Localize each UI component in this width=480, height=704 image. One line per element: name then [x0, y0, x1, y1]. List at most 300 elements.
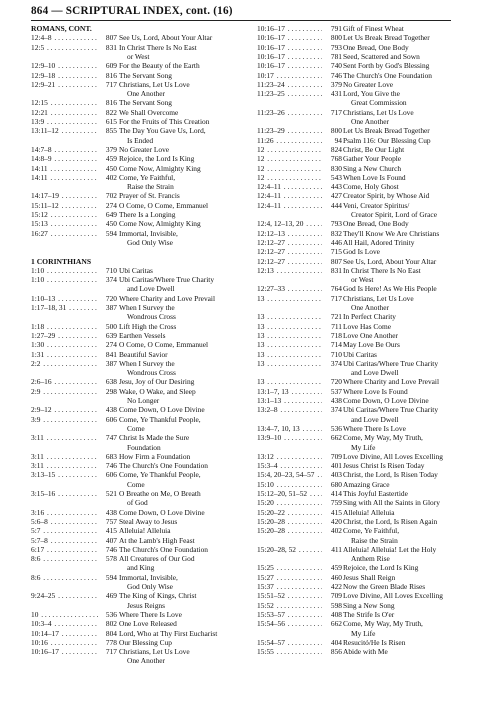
hymn-title: When I Survey the [119, 303, 175, 312]
hymn-number: 710 [322, 350, 342, 359]
hymn-title-continuation: of God [127, 498, 148, 508]
scripture-reference-text: 15:12 [31, 210, 48, 219]
hymn-title: Come, Ye Thankful People, [119, 470, 201, 480]
scripture-reference-text: 13 [257, 312, 265, 322]
scripture-reference-text: 5:7–8 [31, 535, 48, 545]
scripture-reference-text: 13 [257, 377, 265, 387]
hymn-number: 415 [98, 526, 117, 535]
hymn-title: Rejoice, the Lord Is King [119, 154, 195, 164]
hymn-number: 800 [322, 33, 342, 42]
scripture-reference-text: 16:27 [31, 228, 48, 238]
hymn-number: 638 [98, 377, 117, 386]
hymn-title-continuation: Foundation [127, 442, 161, 452]
hymn-title: Christ, the Lord, Is Risen Again [343, 516, 438, 526]
hymn-title: One Bread, One Body [343, 42, 409, 52]
hymn-number: 536 [98, 610, 117, 619]
scripture-reference-text: 1:30 [31, 340, 45, 350]
hymn-title: For the Beauty of the Earth [119, 61, 200, 71]
hymn-number: 824 [322, 145, 342, 154]
section-heading: 1 CORINTHIANS [31, 256, 92, 266]
hymn-number: 443 [322, 182, 342, 191]
hymn-title-continuation: Wondrous Cross [127, 312, 176, 322]
hymn-title: Come, My Way, My Truth, [343, 619, 423, 629]
hymn-number: 387 [98, 359, 117, 368]
hymn-number: 856 [322, 647, 342, 656]
hymn-title-continuation: and Love Dwell [127, 284, 175, 294]
scripture-reference-text: 11:23–29 [257, 126, 285, 136]
hymn-number: 298 [98, 387, 117, 396]
scripture-reference-text: 10:16 [31, 637, 48, 647]
scripture-reference-text: 11:23–25 [257, 89, 285, 99]
hymn-number: 422 [322, 582, 342, 591]
scripture-reference-text: 12:4–11 [257, 191, 281, 201]
hymn-title: Ubi Caritas [119, 265, 153, 275]
hymn-number: 702 [98, 191, 117, 200]
hymn-number: 450 [98, 219, 117, 228]
scripture-reference-text: 12 [257, 163, 265, 173]
hymn-title: Let Us Break Bread Together [343, 33, 430, 43]
scripture-reference-text: 12 [257, 144, 265, 154]
hymn-number: 791 [322, 24, 342, 33]
hymn-title-continuation: God Only Wise [127, 237, 173, 247]
hymn-title: Immortal, Invisible, [119, 228, 178, 238]
hymn-title: One Bread, One Body [343, 219, 409, 229]
hymn-number: 721 [322, 312, 342, 321]
scripture-reference-text: 3:11 [31, 461, 44, 471]
hymn-title: Come, Ye Thankful People, [119, 414, 201, 424]
hymn-number: 379 [322, 80, 342, 89]
scripture-reference-text: 12:9–18 [31, 70, 56, 80]
scripture-reference-text: 10 [31, 609, 39, 619]
hymn-number: 609 [98, 61, 117, 70]
scripture-reference-text: 11:26 [257, 135, 274, 145]
hymn-title-continuation: Great Commission [351, 98, 407, 108]
scripture-reference-text: 10:16–17 [257, 61, 285, 71]
scripture-reference-text: 15:54–57 [257, 637, 285, 647]
hymn-number: 757 [98, 517, 117, 526]
hymn-number: 717 [98, 647, 117, 656]
hymn-number: 720 [322, 377, 342, 386]
scripture-reference-text: 10:16–17 [257, 42, 285, 52]
hymn-title: The Servant Song [119, 70, 172, 80]
scripture-reference-text: 9:24–25 [31, 591, 56, 601]
scripture-reference-text: 11:23–26 [257, 107, 285, 117]
scripture-reference-text: 13 [257, 330, 265, 340]
hymn-title: This Joyful Eastertide [343, 489, 408, 498]
hymn-title-continuation: Come [127, 423, 145, 433]
hymn-number: 459 [322, 563, 342, 572]
scripture-reference-text: 13 [257, 340, 265, 350]
scripture-reference-text: 14:17–19 [31, 191, 59, 201]
hymn-number: 832 [322, 229, 342, 238]
scripture-reference-text: 13:11–12 [31, 126, 59, 136]
scripture-reference-text: 2:6–16 [31, 377, 52, 387]
hymn-number: 460 [322, 573, 342, 582]
hymn-number: 274 [98, 201, 117, 210]
hymn-number: 408 [322, 610, 342, 619]
hymn-number: 446 [322, 238, 342, 247]
hymn-number: 711 [322, 322, 342, 331]
scripture-reference-text: 13 [257, 321, 265, 331]
scripture-reference-text: 2:9–12 [31, 405, 52, 415]
scripture-reference-text: 10:17 [257, 70, 274, 80]
hymn-number: 768 [322, 154, 342, 163]
hymn-title: When I Survey the [119, 358, 175, 368]
scripture-reference-text: 13:9–10 [257, 433, 282, 443]
hymn-number: 537 [322, 387, 342, 396]
hymn-number: 830 [322, 164, 342, 173]
section-heading: ROMANS, CONT. [31, 24, 92, 33]
hymn-title-continuation: Raise the Strain [127, 182, 174, 192]
scripture-reference-text: 12:5 [31, 42, 45, 52]
hymn-number: 431 [322, 89, 342, 98]
hymn-number: 841 [98, 350, 117, 359]
hymn-number: 521 [98, 489, 117, 498]
hymn-title-continuation: Creator Spirit, Lord of Grace [351, 210, 437, 219]
hymn-title: Our Blessing Cup [119, 637, 172, 647]
scripture-reference-text: 12:12–13 [257, 228, 285, 238]
scripture-reference-text: 8:6 [31, 554, 41, 564]
hymn-number: 543 [322, 173, 342, 182]
hymn-title: Christians, Let Us Love [343, 107, 414, 117]
hymn-number: 831 [98, 43, 117, 52]
hymn-title: Lord, You Give the [343, 89, 400, 99]
scripture-reference-text: 15:20 [257, 498, 274, 508]
hymn-title-continuation: and Love Dwell [351, 414, 399, 424]
scripture-reference-text: 3:9 [31, 414, 41, 424]
scripture-reference-text: 12:4–8 [31, 33, 52, 43]
hymn-title-continuation: Raise the Strain [351, 535, 398, 545]
hymn-title: Come, Ye Faithful, [343, 526, 400, 536]
scripture-reference-text: 10:16–17 [31, 647, 59, 657]
hymn-number: 402 [98, 173, 117, 182]
hymn-number: 639 [98, 331, 117, 340]
scripture-reference-text: 15:10 [257, 479, 274, 489]
hymn-title: Ubi Caritas/Where True Charity [119, 275, 215, 285]
scripture-reference-text: 2:2 [31, 358, 41, 368]
hymn-title: Sing a New Song [343, 600, 395, 610]
hymn-number: 387 [98, 303, 117, 312]
hymn-title: May Love Be Ours [343, 340, 400, 350]
scripture-reference-text: 1:18 [31, 321, 45, 331]
hymn-title: Sent Forth by God's Blessing [343, 61, 430, 71]
hymn-title: Come Down, O Love Divine [119, 507, 205, 517]
hymn-title-continuation: Jesus Reigns [127, 600, 165, 610]
hymn-number: 680 [322, 480, 342, 489]
hymn-title-continuation: Anthem Rise [351, 554, 390, 564]
hymn-number: 438 [98, 508, 117, 517]
hymn-title: One Love Released [119, 619, 177, 629]
hymn-number: 536 [322, 424, 342, 433]
hymn-title: No Greater Love [119, 144, 170, 154]
scripture-reference-text: 12:21 [31, 107, 48, 117]
scripture-reference-text: 12:27–33 [257, 284, 285, 294]
hymn-title: Christians, Let Us Love [119, 79, 190, 89]
hymn-number: 816 [98, 71, 117, 80]
hymn-title: Come, Holy Ghost [343, 182, 399, 192]
hymn-number: 594 [98, 229, 117, 238]
hymn-title: There Is a Longing [119, 210, 176, 219]
hymn-title: Love Divine, All Loves Excelling [343, 451, 443, 461]
hymn-title-continuation: Come [127, 479, 145, 489]
scripture-reference-text: 15:53–57 [257, 609, 285, 619]
hymn-title: The Church's One Foundation [119, 461, 208, 471]
scripture-reference-text: 1:31 [31, 349, 45, 359]
hymn-title: The King of Kings, Christ [119, 591, 197, 601]
hymn-title: Come Now, Almighty King [119, 163, 201, 173]
scripture-reference-text: 13:2–8 [257, 405, 278, 415]
hymn-title: Let Us Break Bread Together [343, 126, 430, 136]
hymn-title-continuation: God Only Wise [127, 582, 173, 591]
hymn-title: See Us, Lord, About Your Altar [119, 33, 213, 43]
hymn-number: 649 [98, 210, 117, 219]
scripture-reference-text: 13:9 [31, 117, 45, 126]
scripture-reference-text: 12:12–27 [257, 237, 285, 247]
scripture-reference-text: 13 [257, 349, 265, 359]
hymn-number: 746 [98, 461, 117, 470]
scripture-reference-text: 12:4–11 [257, 200, 281, 210]
hymn-number: 855 [98, 126, 117, 135]
hymn-title: Alleluia! Alleluia [343, 507, 395, 517]
hymn-number: 427 [322, 191, 342, 200]
hymn-number: 662 [322, 433, 342, 442]
hymn-number: 807 [98, 33, 117, 42]
page-header: 864 — SCRIPTURAL INDEX, cont. (16) [31, 5, 233, 17]
hymn-number: 800 [322, 126, 342, 135]
hymn-title: O Come, O Come, Emmanuel [119, 200, 209, 210]
hymn-title: At the Lamb's High Feast [119, 535, 195, 545]
hymn-title: Resucitó/He Is Risen [343, 637, 406, 647]
scripture-reference-text: 5:7 [31, 526, 41, 536]
hymn-number: 718 [322, 331, 342, 340]
hymn-title: Sing a New Church [343, 163, 402, 173]
hymn-title: Christians, Let Us Love [119, 647, 190, 657]
hymn-title: Wake, O Wake, and Sleep [119, 386, 196, 396]
hymn-title: Where There Is Love [343, 423, 406, 433]
hymn-title: Christians, Let Us Love [343, 293, 414, 303]
scripture-reference-text: 15:20–28 [257, 516, 285, 526]
hymn-number: 804 [98, 629, 117, 638]
scripture-reference-text: 15:4, 20–23, 54–57 [257, 470, 315, 480]
hymn-title-continuation: Wondrous Cross [127, 368, 176, 378]
hymn-title: Psalm 116: Our Blessing Cup [343, 135, 431, 145]
scripture-reference-text: 12 [257, 154, 265, 164]
hymn-title: God Is Love [343, 247, 380, 257]
scripture-reference-text: 14:11 [31, 172, 48, 182]
hymn-title: O Come, O Come, Emmanuel [119, 340, 209, 350]
scripture-reference-text: 2:9 [31, 386, 41, 396]
hymn-number: 720 [98, 294, 117, 303]
hymn-number: 816 [98, 98, 117, 107]
hymn-title-continuation: One Another [351, 303, 389, 312]
scripture-reference-text: 1:27–29 [31, 330, 56, 340]
scripture-reference-text: 3:11 [31, 451, 44, 461]
hymn-title: See Us, Lord, About Your Altar [343, 256, 437, 266]
hymn-number: 415 [322, 508, 342, 517]
scripture-reference-text: 15:54–56 [257, 619, 285, 629]
hymn-number: 714 [322, 340, 342, 349]
hymn-title: We Shall Overcome [119, 107, 179, 117]
hymn-title: God Is Here! As We His People [343, 284, 437, 294]
hymn-number: 578 [98, 554, 117, 563]
scripture-reference-text: 12:12–27 [257, 247, 285, 257]
hymn-title-continuation: and King [127, 563, 155, 573]
hymn-number: 403 [322, 470, 342, 479]
hymn-number: 274 [98, 340, 117, 349]
hymn-title: Ubi Caritas/Where True Charity [343, 358, 439, 368]
hymn-title: The Strife Is O'er [343, 609, 395, 619]
hymn-number: 459 [98, 154, 117, 163]
hymn-title-continuation: One Another [127, 656, 165, 666]
hymn-title: Seed, Scattered and Sown [343, 51, 420, 61]
hymn-title-continuation: or West [127, 51, 150, 61]
hymn-number: 404 [322, 638, 342, 647]
scripture-reference-text: 8:6 [31, 572, 41, 582]
scripture-reference-text: 12:4–11 [257, 182, 281, 192]
scripture-reference-text: 13:4–7, 10, 13 [257, 423, 300, 433]
hymn-title-continuation: No Longer [127, 396, 160, 405]
hymn-title: Come, My Way, My Truth, [343, 433, 423, 443]
scripture-reference-text: 15:52 [257, 600, 274, 610]
hymn-title: Veni, Creator Spiritus/ [343, 200, 410, 210]
hymn-title: Gather Your People [343, 154, 402, 164]
hymn-number: 438 [98, 405, 117, 414]
scripture-reference-text: 15:20–28, 52 [257, 544, 297, 554]
scripture-reference-text: 3:11 [31, 433, 44, 443]
scripture-reference-text: 15:20–22 [257, 507, 285, 517]
scripture-reference-text: 1:10–13 [31, 293, 56, 303]
scripture-reference-text: 13:1–7, 13 [257, 386, 289, 396]
hymn-number: 94 [322, 136, 342, 145]
hymn-title: They'll Know We Are Christians [343, 228, 440, 238]
scripture-reference-text: 11:23–24 [257, 79, 285, 89]
hymn-title: Immortal, Invisible, [119, 572, 178, 582]
hymn-number: 374 [322, 405, 342, 414]
hymn-title: In Perfect Charity [343, 312, 396, 322]
hymn-number: 793 [322, 43, 342, 52]
scripture-reference-text: 15:13 [31, 219, 48, 229]
hymn-number: 764 [322, 284, 342, 293]
hymn-title: Creator Spirit, by Whose Aid [343, 191, 430, 201]
hymn-number: 500 [98, 322, 117, 331]
scripture-reference-text: 15:37 [257, 582, 274, 591]
scripture-reference-text: 12 [257, 172, 265, 182]
hymn-title: Abide with Me [343, 647, 388, 657]
hymn-title: Now the Green Blade Rises [343, 582, 426, 591]
scripture-reference-text: 12:9–10 [31, 61, 56, 71]
scripture-reference-text: 1:10 [31, 275, 45, 285]
hymn-title: How Firm a Foundation [119, 451, 191, 461]
hymn-title: All Creatures of Our God [119, 554, 195, 564]
scripture-reference-text: 14:8–9 [31, 154, 52, 164]
hymn-number: 606 [98, 470, 117, 479]
hymn-number: 747 [98, 433, 117, 442]
hymn-number: 420 [322, 517, 342, 526]
hymn-number: 615 [98, 117, 117, 126]
hymn-title: Gift of Finest Wheat [343, 24, 404, 33]
hymn-title: In Christ There Is No East [119, 42, 197, 52]
hymn-number: 740 [322, 61, 342, 70]
scripture-reference-text: 3:16 [31, 507, 45, 517]
scripture-reference-text: 14:7–8 [31, 144, 52, 154]
hymn-title: Jesus Shall Reign [343, 572, 396, 582]
hymn-title: Prayer of St. Francis [119, 191, 180, 201]
hymn-number: 407 [98, 536, 117, 545]
hymn-title-continuation: My Life [351, 628, 376, 638]
hymn-number: 662 [322, 619, 342, 628]
hymn-title-continuation: and Love Dwell [351, 368, 399, 378]
hymn-title-continuation: One Another [351, 117, 389, 126]
scripture-reference-text: 6:17 [31, 544, 45, 554]
hymn-title: Where Love Is Found [343, 386, 408, 396]
hymn-title: Ubi Caritas [343, 349, 377, 359]
scripture-reference-text: 3:15–16 [31, 489, 56, 498]
scripture-reference-text: 10:3–4 [31, 619, 52, 629]
hymn-number: 709 [322, 591, 342, 600]
hymn-title: The Servant Song [119, 98, 172, 108]
hymn-title: Where There Is Love [119, 609, 182, 619]
hymn-title: Sing with All the Saints in Glory [343, 498, 440, 508]
scripture-reference-text: 10:16–17 [257, 51, 285, 61]
scripture-reference-text: 1:17–18, 31 [31, 303, 67, 312]
hymn-number: 759 [322, 498, 342, 507]
scripture-reference-text: 15:11–12 [31, 200, 59, 210]
scripture-reference-text: 13 [257, 358, 265, 368]
hymn-title: Rejoice, the Lord Is King [343, 563, 419, 573]
hymn-title: All Hail, Adored Trinity [343, 237, 415, 247]
hymn-title: Jesus Christ Is Risen Today [343, 461, 425, 471]
hymn-number: 450 [98, 164, 117, 173]
header-rule [31, 20, 451, 21]
scripture-reference-text: 12:12–27 [257, 256, 285, 266]
scripture-reference-text: 15:3–4 [257, 461, 278, 471]
hymn-number: 746 [322, 71, 342, 80]
scripture-reference-text: 15:20–28 [257, 526, 285, 536]
scripture-reference-text: 1:10 [31, 265, 45, 275]
hymn-number: 709 [322, 452, 342, 461]
hymn-number: 822 [98, 108, 117, 117]
hymn-title: Where Charity and Love Prevail [343, 377, 440, 387]
scripture-reference-text: 12:13 [257, 265, 274, 275]
hymn-title: Alleluia! Alleluia! Let the Holy [343, 544, 437, 554]
hymn-number: 411 [322, 545, 342, 554]
hymn-number: 374 [98, 275, 117, 284]
hymn-title: Alleluia! Alleluia [119, 526, 171, 536]
hymn-title: Come, Ye Faithful, [119, 172, 176, 182]
hymn-title: The Day You Gave Us, Lord, [119, 126, 206, 136]
scripture-reference-text: 5:6–8 [31, 516, 48, 526]
scripture-reference-text: 12:15 [31, 98, 48, 108]
scripture-reference-text: 12:9–21 [31, 79, 56, 89]
hymn-title: Earthen Vessels [119, 330, 166, 340]
hymn-number: 444 [322, 201, 342, 210]
scripture-reference-text: 10:16–17 [257, 24, 285, 33]
hymn-title: Christ, Be Our Light [343, 144, 405, 154]
scripture-reference-text: 15:12–20, 51–52 [257, 489, 308, 498]
hymn-number: 802 [98, 619, 117, 628]
hymn-number: 379 [98, 145, 117, 154]
hymn-title: Love One Another [343, 330, 399, 340]
hymn-number: 469 [98, 591, 117, 600]
hymn-title: Amazing Grace [343, 479, 390, 489]
hymn-title: When Love Is Found [343, 172, 406, 182]
hymn-title-continuation: One Another [127, 89, 165, 99]
hymn-title: Christ Is Made the Sure [119, 433, 190, 443]
scripture-reference-text: 10:14–17 [31, 628, 59, 638]
hymn-number: 710 [98, 266, 117, 275]
scripture-reference-text: 13:1–13 [257, 396, 282, 405]
hymn-number: 717 [322, 294, 342, 303]
